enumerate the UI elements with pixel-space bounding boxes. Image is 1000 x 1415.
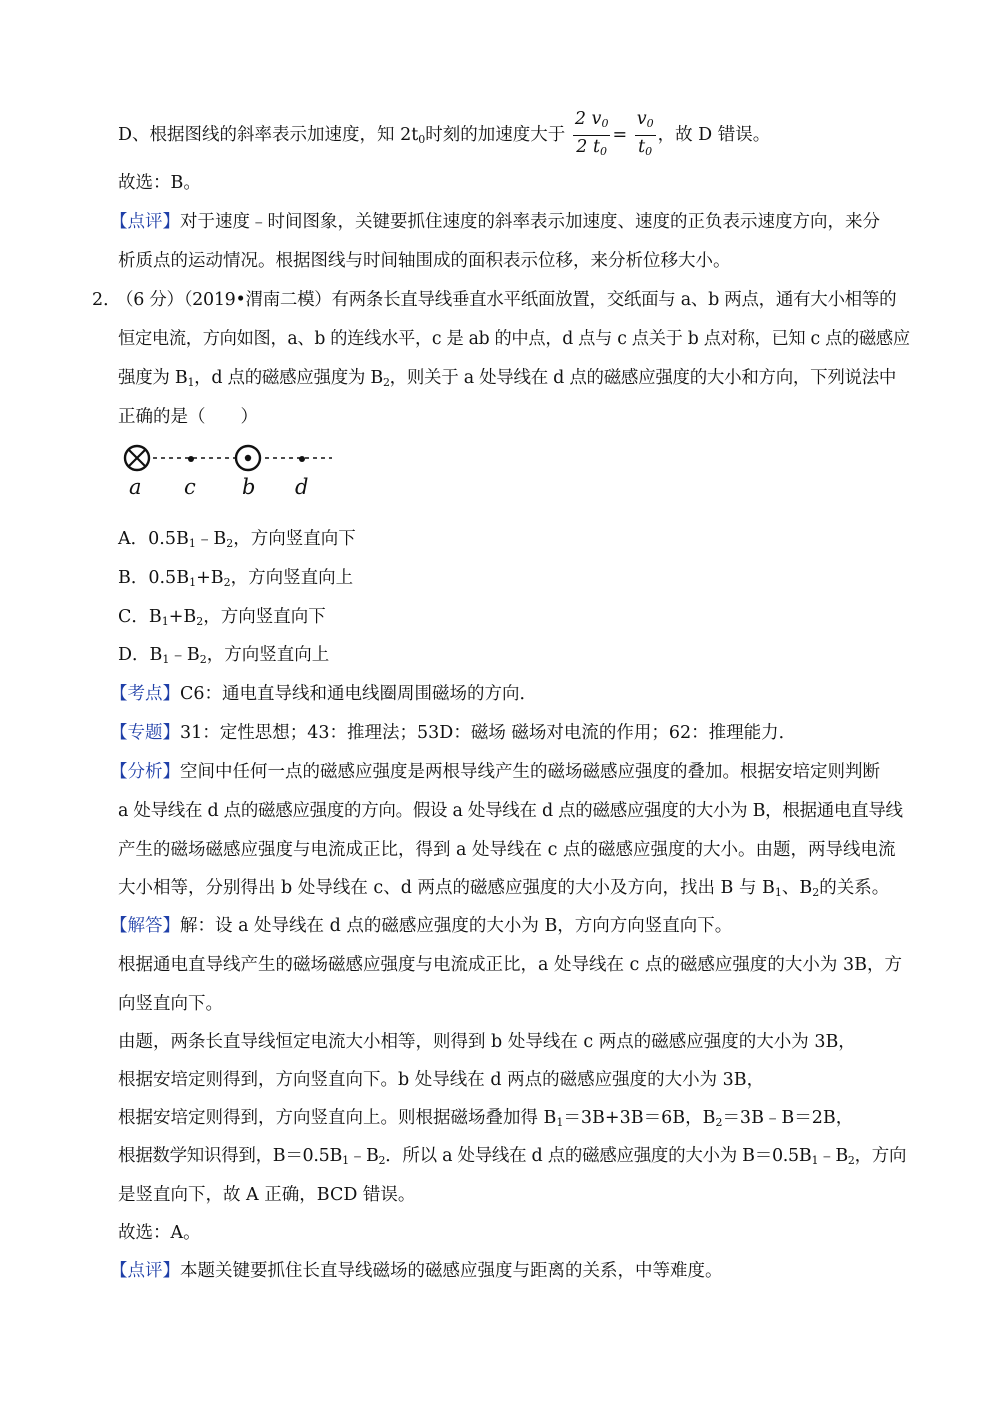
text: ，方向竖直向下 <box>203 607 326 627</box>
text: ．所以 a 处导线在 d 点的磁感应强度的大小为 B＝0.5B <box>385 1146 812 1166</box>
q1-d-analysis <box>118 108 770 164</box>
text: +B <box>196 568 224 588</box>
option-c[interactable] <box>118 605 326 634</box>
jieda-line2: 根据通电直导线产生的磁场磁感应强度与电流成正比，a 处导线在 c 点的磁感应强度的大小为 3B，方 <box>118 955 902 975</box>
text: 、B <box>781 878 813 898</box>
subscript: 0 <box>601 117 609 130</box>
subscript: 1 <box>189 576 197 589</box>
text: 31：定性思想；43：推理法；53D：磁场 磁场对电流的作用；62：推理能力． <box>180 723 797 743</box>
text: 本题关键要抓住长直导线磁场的磁感应强度与距离的关系，中等难度。 <box>180 1261 723 1281</box>
text: ，方向 <box>854 1146 907 1166</box>
text: C6：通电直导线和通电线圈周围磁场的方向． <box>180 684 538 704</box>
subscript: 2 <box>847 1154 855 1167</box>
fenxi-tag: 【分析】 <box>110 762 180 782</box>
text: A．0.5B <box>118 529 189 549</box>
subscript: 2 <box>226 537 234 550</box>
label-b: b <box>242 475 256 499</box>
wire-diagram-svg <box>118 432 338 500</box>
dianping-line <box>110 1259 723 1283</box>
jieda-tag: 【解答】 <box>110 916 180 936</box>
text: 根据安培定则得到，方向竖直向上。则根据磁场叠加得 B <box>118 1108 557 1128</box>
text: 对于速度﹣时间图象，关键要抓住速度的斜率表示加速度、速度的正负表示速度方向，来分 <box>180 212 880 232</box>
dianping-tag: 【点评】 <box>110 1261 180 1281</box>
jieda-line8: 是竖直向下，故 A 正确，BCD 错误。 <box>118 1185 416 1205</box>
subscript: 1 <box>774 886 782 899</box>
subscript: 2 <box>223 576 231 589</box>
subscript: 1 <box>556 1116 564 1129</box>
text: ＝3B﹣B＝2B， <box>722 1108 854 1128</box>
label-d: d <box>295 475 309 499</box>
option-b[interactable] <box>118 566 353 595</box>
text: ＝3B+3B＝6B，B <box>563 1108 716 1128</box>
text: 的关系。 <box>819 878 890 898</box>
q2-stem-line2: 恒定电流，方向如图，a、b 的连线水平，c 是 ab 的中点，d 点与 c 点关于 b 点对称，已知 c 点的磁感应 <box>118 329 910 349</box>
text: ，故 D 错误。 <box>657 125 771 145</box>
text: C．B <box>118 607 162 627</box>
text: ﹣B <box>169 645 200 665</box>
jieda-line6 <box>118 1106 853 1135</box>
jieda-line7 <box>118 1144 906 1173</box>
text: ，方向竖直向下 <box>233 529 356 549</box>
q2-answer: 故选：A。 <box>118 1223 201 1243</box>
subscript: 1 <box>188 537 196 550</box>
option-d[interactable] <box>118 643 329 672</box>
label-c: c <box>184 475 196 499</box>
subscript: 1 <box>187 376 195 389</box>
text: 强度为 B <box>118 368 188 388</box>
point-c <box>188 456 194 462</box>
text: ，则关于 a 处导线在 d 点的磁感应强度的大小和方向，下列说法中 <box>389 368 897 388</box>
fenxi-line2: a 处导线在 d 点的磁感应强度的方向。假设 a 处导线在 d 点的磁感应强度的大小为 B，根据通电直导线 <box>118 801 903 821</box>
subscript: 1 <box>162 653 170 666</box>
jieda-line3: 向竖直向下。 <box>118 994 223 1014</box>
zhuanti-line <box>110 721 796 745</box>
jieda-line5: 根据安培定则得到，方向竖直向下。b 处导线在 d 两点的磁感应强度的大小为 3B， <box>118 1070 765 1090</box>
numerator: v <box>636 109 647 129</box>
fenxi-line1 <box>110 760 880 784</box>
jieda-line4: 由题，两条长直导线恒定电流大小相等，则得到 b 处导线在 c 两点的磁感应强度的大小为 3B， <box>118 1032 856 1052</box>
q2-stem-line1: （6 分）（2019•渭南二模）有两条长直导线垂直水平纸面放置，交纸面与 a、b 两点，通有大小相等的 <box>116 290 897 310</box>
text: +B <box>168 607 197 627</box>
text: 根据数学知识得到，B＝0.5B <box>118 1146 343 1166</box>
subscript: 2 <box>382 376 390 389</box>
option-a[interactable] <box>118 527 356 556</box>
q1-comment-line2: 析质点的运动情况。根据图线与时间轴围成的面积表示位移，来分析位移大小。 <box>118 251 731 271</box>
subscript: 1 <box>342 1154 349 1167</box>
text: 空间中任何一点的磁感应强度是两根导线产生的磁场磁感应强度的叠加。根据安培定则判断 <box>180 762 880 782</box>
subscript: 0 <box>645 145 653 158</box>
text: ﹣B <box>818 1146 848 1166</box>
denominator: t <box>638 137 646 157</box>
subscript: 2 <box>715 1116 723 1129</box>
subscript: 2 <box>378 1154 386 1167</box>
text: ﹣B <box>195 529 227 549</box>
dot-mark <box>245 455 251 461</box>
subscript: 2 <box>812 886 820 899</box>
q1-comment-line1 <box>110 210 880 234</box>
subscript: 2 <box>199 653 207 666</box>
text: ﹣B <box>348 1146 379 1166</box>
text: ，d 点的磁感应强度为 B <box>194 368 383 388</box>
q1-answer: 故选：B。 <box>118 173 201 193</box>
question-number: 2． <box>92 290 121 310</box>
equals-sign: = <box>612 125 628 145</box>
comment-tag: 【点评】 <box>110 212 180 232</box>
subscript: 0 <box>418 133 426 146</box>
subscript: 2 <box>196 615 204 628</box>
text: 大小相等，分别得出 b 处导线在 c、d 两点的磁感应强度的大小及方向，找出 B 与 B <box>118 878 775 898</box>
subscript: 1 <box>161 615 169 628</box>
text: D．B <box>118 645 163 665</box>
numerator: 2 v <box>574 109 602 129</box>
q2-stem-line4: 正确的是（ ） <box>118 407 258 427</box>
kaodian-line <box>110 682 537 706</box>
fenxi-line4 <box>118 876 889 905</box>
jieda-line1 <box>110 914 732 938</box>
text: ，方向竖直向上 <box>206 645 330 665</box>
zhuanti-tag: 【专题】 <box>110 723 180 743</box>
text: 时刻的加速度大于 <box>425 125 566 145</box>
text: 解：设 a 处导线在 d 点的磁感应强度的大小为 B，方向方向竖直向下。 <box>180 916 733 936</box>
text: B．0.5B <box>118 568 190 588</box>
fraction-v0-over-t0 <box>635 108 656 163</box>
wire-diagram <box>118 432 338 505</box>
fraction-2v0-over-2t0 <box>573 108 611 163</box>
point-d <box>299 456 305 462</box>
text: D、根据图线的斜率表示加速度，知 2t <box>118 125 419 145</box>
q2-stem-line3 <box>118 366 896 395</box>
text: ，方向竖直向上 <box>230 568 354 588</box>
kaodian-tag: 【考点】 <box>110 684 180 704</box>
subscript: 0 <box>600 145 607 158</box>
denominator: 2 t <box>576 137 600 157</box>
fenxi-line3: 产生的磁场磁感应强度与电流成正比，得到 a 处导线在 c 点的磁感应强度的大小。由题，两导线电流 <box>118 840 896 860</box>
subscript: 0 <box>646 117 654 130</box>
subscript: 1 <box>811 1154 819 1167</box>
label-a: a <box>129 475 142 499</box>
